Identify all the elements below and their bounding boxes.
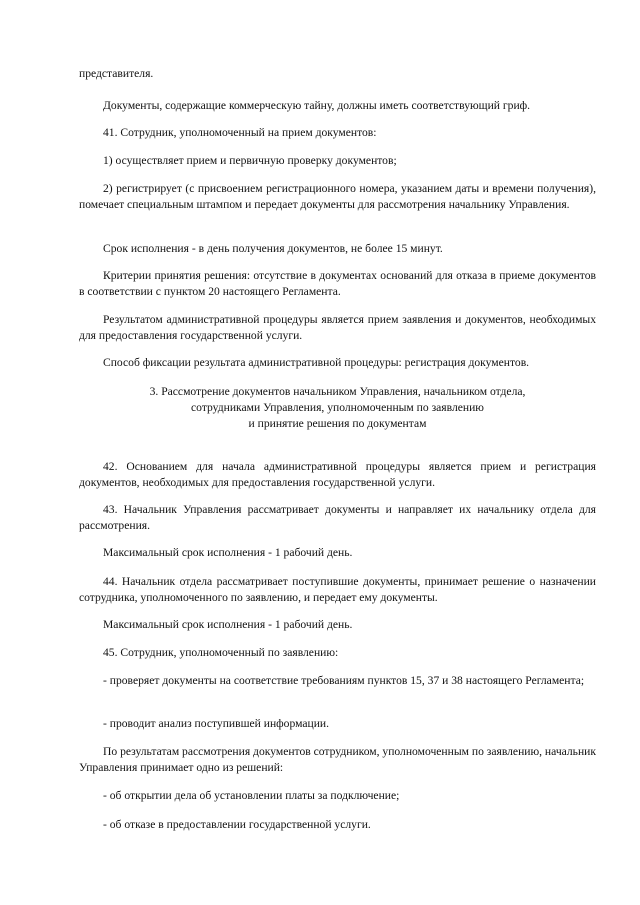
paragraph-45-analysis: - проводит анализ поступившей информации. [103, 717, 330, 730]
paragraph-42: 42. Основанием для начала административной процедуры является прием и регистрация документов, необходимых для предоставления государственной услуги. [79, 460, 596, 489]
paragraph-max-term-2: Максимальный срок исполнения - 1 рабочий день. [103, 618, 353, 631]
section-heading [79, 384, 596, 432]
paragraph-44: 44. Начальник отдела рассматривает поступившие документы, принимает решение о назначении сотрудника, уполномоченного по заявлению, и передает ему документы. [79, 575, 596, 604]
paragraph-deadline-15min: Срок исполнения - в день получения документов, не более 15 минут. [103, 242, 443, 255]
paragraph-option-open-case: - об открытии дела об установлении платы за подключение; [103, 789, 400, 802]
paragraph-continuation: представителя. [79, 67, 154, 80]
paragraph-procedure-result: Результатом административной процедуры является прием заявления и документов, необходимых для предоставления государственной услуги. [79, 313, 596, 342]
paragraph-decision-options: По результатам рассмотрения документов сотрудником, уполномоченным по заявлению, начальник Управления принимает одно из решений: [79, 745, 597, 774]
paragraph-decision-criteria: Критерии принятия решения: отсутствие в документах оснований для отказа в приеме документов в соответствии с пунктом 20 настоящего Регламента. [79, 269, 596, 298]
paragraph-45-check: - проверяет документы на соответствие требованиям пунктов 15, 37 и 38 настоящего Регламента; [103, 674, 585, 687]
paragraph-45: 45. Сотрудник, уполномоченный по заявлению: [103, 646, 339, 659]
paragraph-43: 43. Начальник Управления рассматривает документы и направляет их начальнику отдела для рассмотрения. [79, 503, 596, 532]
section-heading-line-1: 3. Рассмотрение документов начальником Управления, начальником отдела, [149, 385, 526, 398]
paragraph-max-term-1: Максимальный срок исполнения - 1 рабочий день. [103, 546, 353, 559]
paragraph-commercial-secret: Документы, содержащие коммерческую тайну, должны иметь соответствующий гриф. [103, 99, 531, 112]
paragraph-41-item-1: 1) осуществляет прием и первичную проверку документов; [103, 154, 397, 167]
section-heading-line-3: и принятие решения по документам [248, 417, 427, 430]
paragraph-option-refusal: - об отказе в предоставлении государственной услуги. [103, 818, 371, 831]
paragraph-41-item-2: 2) регистрирует (с присвоением регистрационного номера, указанием даты и времени получения), помечает специальным штампом и передает документы для рассмотрения начальнику Управления. [79, 182, 596, 211]
paragraph-fixation-method: Способ фиксации результата административной процедуры: регистрация документов. [103, 356, 530, 369]
section-heading-line-2: сотрудниками Управления, уполномоченным по заявлению [191, 401, 484, 414]
paragraph-41: 41. Сотрудник, уполномоченный на прием документов: [103, 126, 377, 139]
